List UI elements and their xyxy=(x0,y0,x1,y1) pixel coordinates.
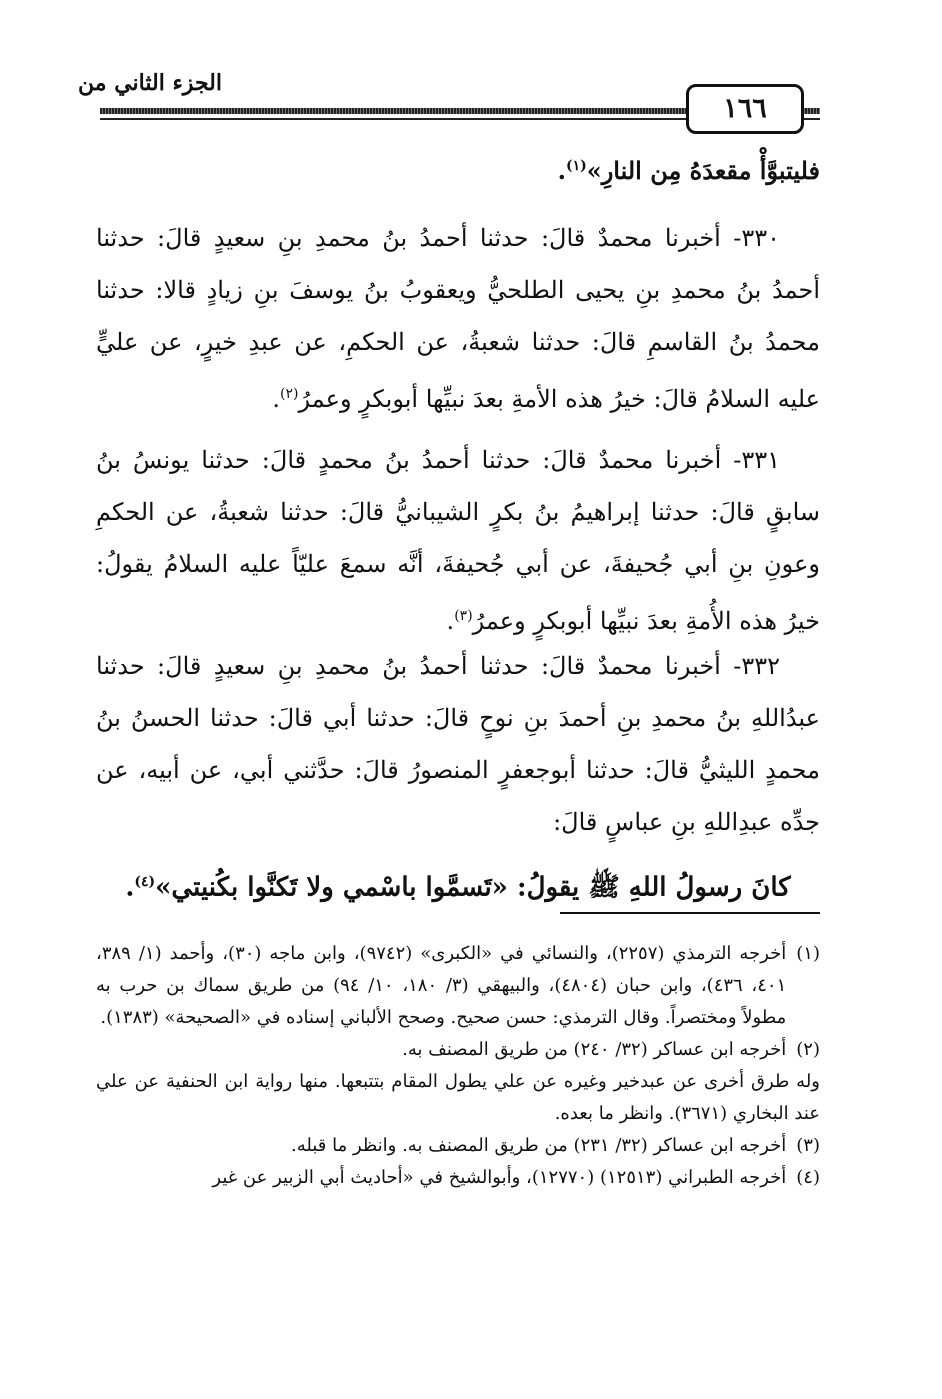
footnote-1 xyxy=(96,938,820,1034)
page-number: ١٦٦ xyxy=(686,84,804,134)
footnote-3 xyxy=(96,1130,820,1162)
footnote-number: (٢) xyxy=(796,1039,820,1060)
footnote-ref-3: (٣) xyxy=(454,608,473,624)
hadith-332-text: ٣٣٢- أخبرنا محمدٌ قالَ: حدثنا أحمدُ بنُ محمدِ بنِ سعيدٍ قالَ: حدثنا عبدُاللهِ بنُ محمدِ بنِ أحمدَ بنِ نوحٍ قالَ: حدثنا أبي قالَ: حدثنا الحسنُ بنُ محمدٍ الليثيُّ قالَ: حدثنا أبوجعفرٍ المنصورُ قالَ: حدَّثني أبي، عن أبيه، عن جدِّه عبدِاللهِ بنِ عباسٍ قالَ: xyxy=(96,652,820,836)
footnote-ref-2: (٢) xyxy=(280,386,299,402)
footnote-2-continuation: وله طرق أخرى عن عبدخير وغيره عن علي يطول المقام بتتبعها. منها رواية ابن الحنفية عن علي عند البخاري (٣٦٧١). وانظر ما بعده. xyxy=(96,1071,820,1124)
footnote-text: أخرجه الترمذي (٢٢٥٧)، والنسائي في «الكبرى» (٩٧٤٢)، وابن ماجه (٣٠)، وأحمد (١/ ٣٨٩، ٤٠١، ٤٣٦)، وابن حبان (٤٨٠٤)، والبيهقي (٣/ ١٨٠، ١٠/ ٩٤) من طريق سماك بن حرب به مطولاً ومختصراً. وقال الترمذي: حسن صحيح. وصحح الألباني إسناده في «الصحيحة» (١٣٨٣). xyxy=(96,943,787,1028)
prophetic-quote xyxy=(96,856,820,914)
quote-text: كانَ رسولُ اللهِ ﷺ يقولُ: «تَسمَّوا باسْمي ولا تَكنَّوا بكُنيتي» xyxy=(155,872,791,903)
footnote-ref-1: (١) xyxy=(565,158,587,174)
footnote-text: أخرجه الطبراني (١٢٥١٣) (١٢٧٧٠)، وأبوالشيخ في «أحاديث أبي الزبير عن غير xyxy=(212,1167,787,1188)
footnote-2 xyxy=(96,1034,820,1066)
continuation-text: فليتبوَّأْ مقعدَهُ مِن النارِ» xyxy=(586,156,820,185)
footnote-number: (٣) xyxy=(796,1135,820,1156)
hadith-330 xyxy=(96,212,820,425)
continuation-end: . xyxy=(557,156,566,185)
footnote-ref-4: (٤) xyxy=(134,874,156,890)
footnote-text: أخرجه ابن عساكر (٣٢/ ٢٣١) من طريق المصنف به. وانظر ما قبله. xyxy=(291,1135,787,1156)
hadith-330-end: . xyxy=(272,385,281,413)
hadith-332 xyxy=(96,640,820,848)
footnote-text: أخرجه ابن عساكر (٣٢/ ٢٤٠) من طريق المصنف به. xyxy=(402,1039,787,1060)
footnotes xyxy=(96,938,820,1194)
quote-end: . xyxy=(125,872,135,903)
footnote-number: (١) xyxy=(796,943,820,964)
hadith-331-end: . xyxy=(446,607,455,635)
hadith-330-text: ٣٣٠- أخبرنا محمدٌ قالَ: حدثنا أحمدُ بنُ محمدِ بنِ سعيدٍ قالَ: حدثنا أحمدُ بنُ محمدِ بنِ يحيى الطلحيُّ ويعقوبُ بنُ يوسفَ بنِ زيادٍ قالا: حدثنا محمدُ بنُ القاسمِ قالَ: حدثنا شعبةُ، عن الحكمِ، عن عبدِ خيرٍ، عن عليٍّ عليه السلامُ قالَ: خيرُ هذه الأمةِ بعدَ نبيِّها أبوبكرٍ وعمرُ xyxy=(96,224,820,413)
hadith-331 xyxy=(96,434,820,647)
running-title: الجزء الثاني من xyxy=(78,70,222,96)
footnote-number: (٤) xyxy=(796,1167,820,1188)
footnote-separator xyxy=(560,912,820,914)
continuation-line xyxy=(96,140,820,197)
footnote-4 xyxy=(96,1162,820,1194)
hadith-331-text: ٣٣١- أخبرنا محمدٌ قالَ: حدثنا أحمدُ بنُ محمدٍ قالَ: حدثنا يونسُ بنُ سابقٍ قالَ: حدثنا إبراهيمُ بنُ بكرٍ الشيبانيُّ قالَ: حدثنا شعبةُ، عن الحكمِ وعونِ بنِ أبي جُحيفةَ، عن أبي جُحيفةَ، أنَّه سمعَ عليّاً عليه السلامُ يقولُ: خيرُ هذه الأُمةِ بعدَ نبيِّها أبوبكرٍ وعمرُ xyxy=(96,446,820,635)
